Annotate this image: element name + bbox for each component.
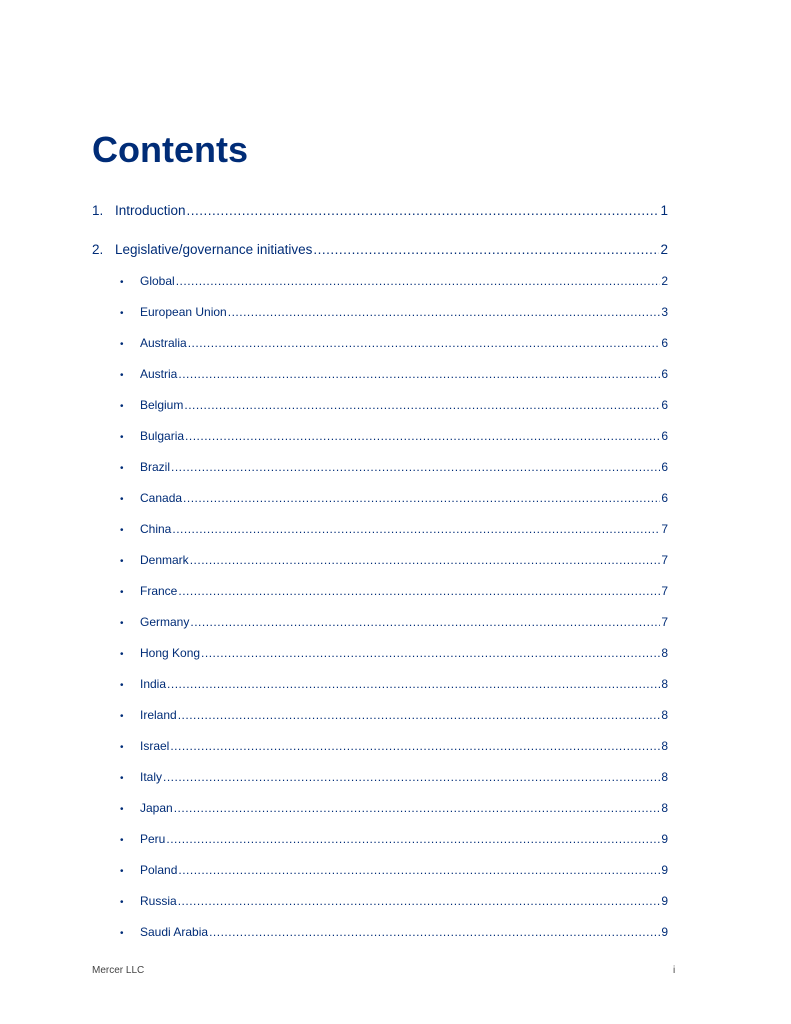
bullet-icon: • bbox=[120, 680, 124, 691]
dot-leader bbox=[313, 242, 659, 257]
toc-subentry-global[interactable] bbox=[118, 274, 668, 290]
toc-subentry-label: Hong Kong bbox=[140, 646, 201, 660]
toc-subentry-canada[interactable] bbox=[118, 491, 668, 507]
dot-leader bbox=[187, 203, 660, 218]
bullet-icon: • bbox=[120, 494, 124, 505]
dot-leader bbox=[171, 460, 660, 474]
bullet-icon: • bbox=[120, 587, 124, 598]
toc-subentry-page: 6 bbox=[661, 336, 668, 350]
dot-leader bbox=[209, 925, 660, 939]
toc-subentry-page: 8 bbox=[661, 677, 668, 691]
toc-subentry-china[interactable] bbox=[118, 522, 668, 538]
toc-subentry-page: 6 bbox=[661, 460, 668, 474]
bullet-icon: • bbox=[120, 897, 124, 908]
bullet-icon: • bbox=[120, 556, 124, 567]
dot-leader bbox=[166, 832, 660, 846]
toc-subentry-page: 7 bbox=[661, 522, 668, 536]
toc-entry-page: 2 bbox=[660, 242, 668, 257]
toc-subentry-label: Belgium bbox=[140, 398, 184, 412]
toc-subentry-brazil[interactable] bbox=[118, 460, 668, 476]
dot-leader bbox=[178, 894, 661, 908]
toc-subentry-label: France bbox=[140, 584, 178, 598]
toc-entry-label: Introduction bbox=[115, 203, 186, 218]
bullet-icon: • bbox=[120, 463, 124, 474]
toc-subentry-page: 8 bbox=[661, 801, 668, 815]
toc-subentry-label: Poland bbox=[140, 863, 178, 877]
toc-subentry-germany[interactable] bbox=[118, 615, 668, 631]
toc-subentry-bulgaria[interactable] bbox=[118, 429, 668, 445]
toc-subentry-page: 8 bbox=[661, 646, 668, 660]
dot-leader bbox=[201, 646, 660, 660]
toc-entry-page: 1 bbox=[660, 203, 668, 218]
dot-leader bbox=[172, 522, 660, 536]
dot-leader bbox=[188, 336, 661, 350]
dot-leader bbox=[184, 398, 660, 412]
toc-subentry-hong-kong[interactable] bbox=[118, 646, 668, 662]
toc-entry-legislative-governance[interactable] bbox=[92, 242, 668, 260]
dot-leader bbox=[183, 491, 660, 505]
bullet-icon: • bbox=[120, 928, 124, 939]
toc-subentry-label: Brazil bbox=[140, 460, 171, 474]
bullet-icon: • bbox=[120, 401, 124, 412]
toc-subentry-page: 8 bbox=[661, 739, 668, 753]
toc-subentry-label: Saudi Arabia bbox=[140, 925, 209, 939]
bullet-icon: • bbox=[120, 835, 124, 846]
dot-leader bbox=[185, 429, 660, 443]
toc-entry-number: 2. bbox=[92, 242, 104, 257]
bullet-icon: • bbox=[120, 866, 124, 877]
toc-subentry-label: Global bbox=[140, 274, 175, 288]
toc-subentry-poland[interactable] bbox=[118, 863, 668, 879]
bullet-icon: • bbox=[120, 742, 124, 753]
bullet-icon: • bbox=[120, 773, 124, 784]
toc-subentry-label: Ireland bbox=[140, 708, 177, 722]
page-title: Contents bbox=[92, 129, 248, 170]
dot-leader bbox=[178, 863, 660, 877]
toc-subentry-page: 7 bbox=[661, 553, 668, 567]
bullet-icon: • bbox=[120, 649, 124, 660]
bullet-icon: • bbox=[120, 432, 124, 443]
toc-subentry-label: Bulgaria bbox=[140, 429, 185, 443]
toc-subentry-australia[interactable] bbox=[118, 336, 668, 352]
toc-subentry-label: Germany bbox=[140, 615, 190, 629]
bullet-icon: • bbox=[120, 804, 124, 815]
toc-subentry-label: Denmark bbox=[140, 553, 189, 567]
dot-leader bbox=[163, 770, 660, 784]
toc-subentry-belgium[interactable] bbox=[118, 398, 668, 414]
bullet-icon: • bbox=[120, 308, 124, 319]
toc-subentry-page: 6 bbox=[661, 367, 668, 381]
dot-leader bbox=[170, 739, 660, 753]
toc-subentry-label: Austria bbox=[140, 367, 178, 381]
bullet-icon: • bbox=[120, 618, 124, 629]
dot-leader bbox=[178, 584, 660, 598]
toc-subentry-page: 9 bbox=[661, 894, 668, 908]
toc-subentry-page: 9 bbox=[661, 832, 668, 846]
dot-leader bbox=[174, 801, 661, 815]
toc-subentry-austria[interactable] bbox=[118, 367, 668, 383]
toc-subentry-india[interactable] bbox=[118, 677, 668, 693]
toc-subentry-page: 2 bbox=[661, 274, 668, 288]
toc-subentry-page: 9 bbox=[661, 925, 668, 939]
footer-company: Mercer LLC bbox=[92, 965, 145, 976]
toc-entry-label: Legislative/governance initiatives bbox=[115, 242, 313, 257]
toc-subentry-denmark[interactable] bbox=[118, 553, 668, 569]
toc-subentry-page: 6 bbox=[661, 398, 668, 412]
toc-subentry-label: Japan bbox=[140, 801, 173, 815]
toc-subentry-page: 9 bbox=[661, 863, 668, 877]
toc-subentry-label: Canada bbox=[140, 491, 183, 505]
toc-subentry-label: Australia bbox=[140, 336, 187, 350]
toc-subentry-label: Israel bbox=[140, 739, 170, 753]
dot-leader bbox=[178, 708, 661, 722]
toc-subentry-label: China bbox=[140, 522, 172, 536]
dot-leader bbox=[178, 367, 660, 381]
dot-leader bbox=[190, 615, 660, 629]
bullet-icon: • bbox=[120, 370, 124, 381]
toc-subentry-russia[interactable] bbox=[118, 894, 668, 910]
toc-subentry-label: India bbox=[140, 677, 167, 691]
bullet-icon: • bbox=[120, 339, 124, 350]
dot-leader bbox=[190, 553, 661, 567]
dot-leader bbox=[228, 305, 661, 319]
toc-subentry-ireland[interactable] bbox=[118, 708, 668, 724]
toc-subentry-label: Russia bbox=[140, 894, 177, 908]
toc-subentry-peru[interactable] bbox=[118, 832, 668, 848]
toc-subentry-page: 3 bbox=[661, 305, 668, 319]
toc-subentry-france[interactable] bbox=[118, 584, 668, 600]
toc-subentry-page: 7 bbox=[661, 584, 668, 598]
toc-subentry-page: 8 bbox=[661, 770, 668, 784]
toc-subentry-italy[interactable] bbox=[118, 770, 668, 786]
toc-subentry-page: 8 bbox=[661, 708, 668, 722]
toc-subentry-label: European Union bbox=[140, 305, 227, 319]
bullet-icon: • bbox=[120, 525, 124, 536]
bullet-icon: • bbox=[120, 277, 124, 288]
toc-subentry-label: Italy bbox=[140, 770, 163, 784]
footer-page-number: i bbox=[673, 965, 676, 976]
toc-subentry-israel[interactable] bbox=[118, 739, 668, 755]
toc-subentry-page: 6 bbox=[661, 429, 668, 443]
toc-subentry-european-union[interactable] bbox=[118, 305, 668, 321]
toc-subentry-page: 7 bbox=[661, 615, 668, 629]
toc-entry-number: 1. bbox=[92, 203, 104, 218]
toc-entry-introduction[interactable] bbox=[92, 203, 668, 221]
toc-subentry-label: Peru bbox=[140, 832, 166, 846]
dot-leader bbox=[167, 677, 660, 691]
bullet-icon: • bbox=[120, 711, 124, 722]
toc-subentry-page: 6 bbox=[661, 491, 668, 505]
toc-subentry-saudi-arabia[interactable] bbox=[118, 925, 668, 941]
dot-leader bbox=[176, 274, 661, 288]
toc-subentry-japan[interactable] bbox=[118, 801, 668, 817]
